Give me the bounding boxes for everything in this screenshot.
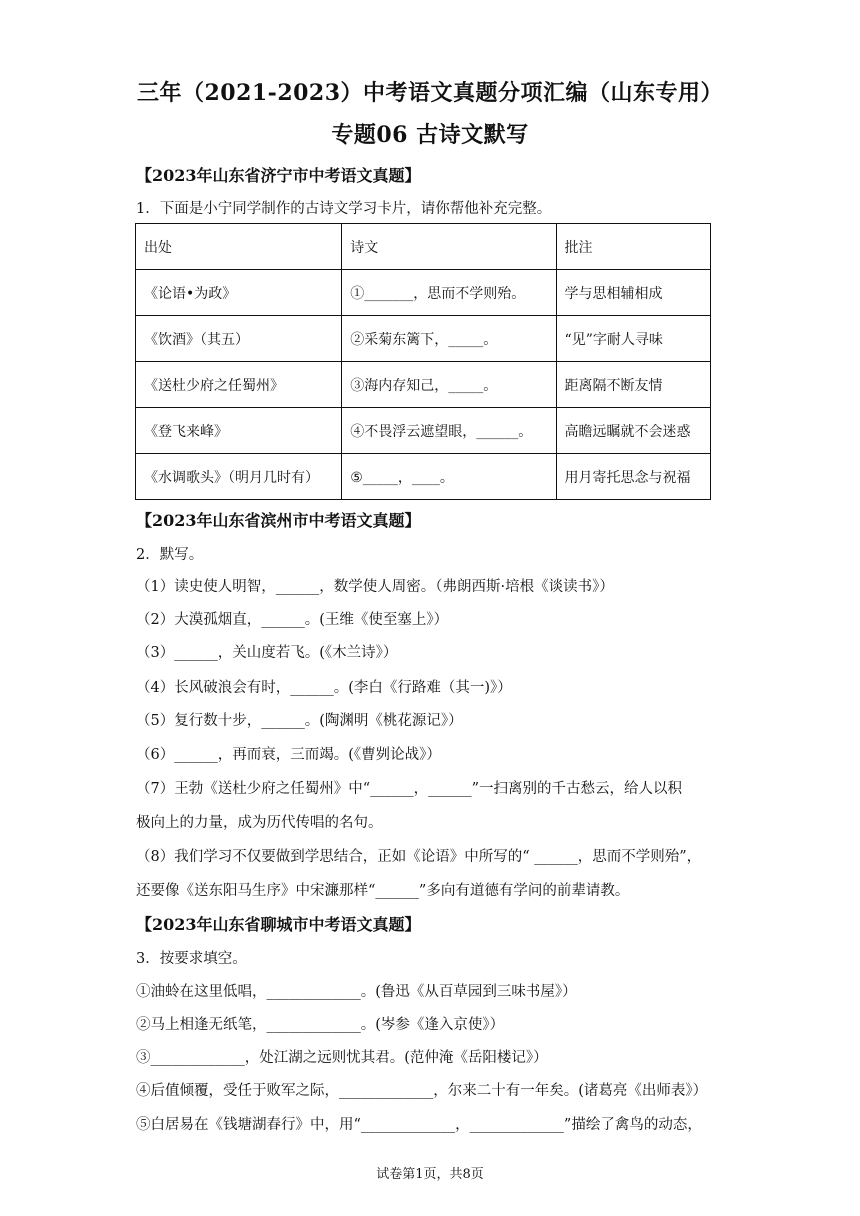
table-cell-poem[interactable]: ③海内存知己，_____。 xyxy=(342,362,556,408)
table-header-source: 出处 xyxy=(136,224,342,270)
table-cell-source: 《水调歌头》（明月几时有） xyxy=(136,454,342,500)
table-cell-note: “见”字耐人寻味 xyxy=(556,316,710,362)
question-2-item[interactable]: （1）读史使人明智，______，数学使人周密。（弗朗西斯·培根《谈读书》） xyxy=(136,579,614,595)
table-row xyxy=(136,454,711,500)
table-cell-note: 高瞻远瞩就不会迷惑 xyxy=(556,408,710,454)
question-2-item[interactable]: （4）长风破浪会有时，______。(李白《行路难（其一)》） xyxy=(136,680,512,696)
question-2-item[interactable]: （7）王勃《送杜少府之任蜀州》中“______，______”一扫离别的千古愁云，给人以积 xyxy=(136,781,683,797)
table-cell-poem[interactable]: ⑤_____，____。 xyxy=(342,454,556,500)
question-2-item[interactable]: （3）______，关山度若飞。(《木兰诗》） xyxy=(136,645,398,661)
table-cell-source: 《论语•为政》 xyxy=(136,270,342,316)
question-2-item[interactable]: （2）大漠孤烟直，______。(王维《使至塞上》） xyxy=(136,612,449,628)
question-3-item[interactable]: ⑤白居易在《钱塘湖春行》中，用“_____________，_____________”描绘了禽鸟的动态， xyxy=(136,1117,702,1133)
table-row xyxy=(136,362,711,408)
question-2-item[interactable]: （6）______，再而衰，三而竭。(《曹刿论战》） xyxy=(136,747,441,763)
section-heading-liaocheng: 【2023年山东省聊城市中考语文真题】 xyxy=(136,915,421,934)
section-heading-jining: 【2023年山东省济宁市中考语文真题】 xyxy=(136,166,421,185)
table-header-poem: 诗文 xyxy=(342,224,556,270)
table-cell-note: 学与思相辅相成 xyxy=(556,270,710,316)
question-3-item[interactable]: ③_____________，处江湖之远则忧其君。(范仲淹《岳阳楼记》） xyxy=(136,1050,548,1066)
question-3-item[interactable]: ④后值倾覆，受任于败军之际，_____________，尔来二十有一年矣。(诸葛亮《出师表》） xyxy=(136,1083,708,1099)
question-2-item[interactable]: （8）我们学习不仅要做到学思结合，正如《论语》中所写的“ ______，思而不学则殆”， xyxy=(136,849,702,865)
table-cell-poem[interactable]: ②采菊东篱下，_____。 xyxy=(342,316,556,362)
table-header-row xyxy=(136,224,711,270)
table-cell-source: 《登飞来峰》 xyxy=(136,408,342,454)
table-row xyxy=(136,270,711,316)
question-2-item[interactable]: （5）复行数十步，______。(陶渊明《桃花源记》） xyxy=(136,713,463,729)
question-1-prompt: 1．下面是小宁同学制作的古诗文学习卡片，请你帮他补充完整。 xyxy=(136,201,552,217)
table-cell-poem[interactable]: ④不畏浮云遮望眼，______。 xyxy=(342,408,556,454)
study-card-table xyxy=(135,223,711,500)
table-row xyxy=(136,408,711,454)
table-row xyxy=(136,316,711,362)
section-heading-binzhou: 【2023年山东省滨州市中考语文真题】 xyxy=(136,511,421,530)
table-cell-source: 《送杜少府之任蜀州》 xyxy=(136,362,342,408)
question-2-prompt: 2．默写。 xyxy=(136,547,204,563)
page-footer: 试卷第1页，共8页 xyxy=(376,1167,484,1182)
table-cell-source: 《饮酒》（其五） xyxy=(136,316,342,362)
page-title: 三年（2021-2023）中考语文真题分项汇编（山东专用） xyxy=(136,80,724,106)
table-header-note: 批注 xyxy=(556,224,710,270)
question-2-item-continued: 极向上的力量，成为历代传唱的名句。 xyxy=(136,815,383,831)
page-subtitle: 专题06 古诗文默写 xyxy=(331,122,529,148)
question-3-prompt: 3．按要求填空。 xyxy=(136,951,247,967)
table-cell-poem[interactable]: ①_______，思而不学则殆。 xyxy=(342,270,556,316)
question-3-item[interactable]: ①油蛉在这里低唱，_____________。(鲁迅《从百草园到三味书屋》） xyxy=(136,984,577,1000)
table-cell-note: 距离隔不断友情 xyxy=(556,362,710,408)
table-cell-note: 用月寄托思念与祝福 xyxy=(556,454,710,500)
question-3-item[interactable]: ②马上相逢无纸笔，_____________。(岑参《逢入京使》） xyxy=(136,1017,505,1033)
question-2-item-continued[interactable]: 还要像《送东阳马生序》中宋濂那样“______”多向有道德有学问的前辈请教。 xyxy=(136,883,630,899)
